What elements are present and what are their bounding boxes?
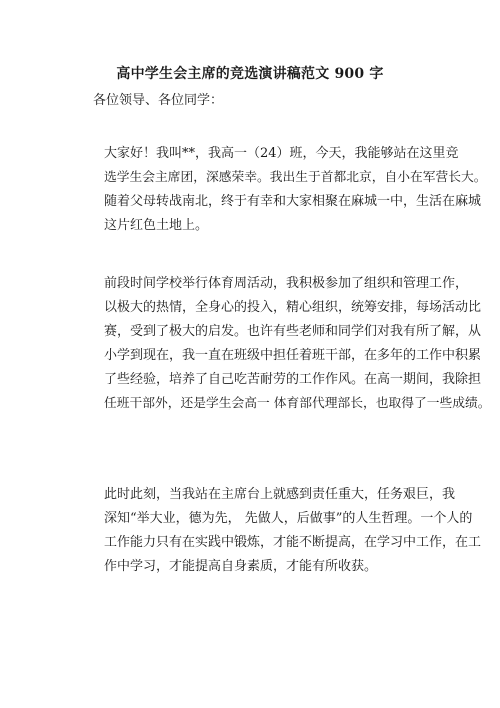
paragraph-1-line-1: 大家好！我叫**，我高一（24）班，今天，我能够站在这里竞: [104, 146, 459, 161]
paragraph-1-line-4: 这片红色土地上。: [104, 218, 209, 233]
paragraph-2-line-3: 赛，受到了极大的启发。也许有些老师和同学们对我有所了解，从: [104, 324, 482, 339]
paragraph-1-line-2: 选学生会主席团，深感荣幸。我出生于首都北京，自小在军营长大。: [104, 170, 487, 185]
paragraph-3-line-1: 此时此刻，当我站在主席台上就感到责任重大，任务艰巨，我: [104, 487, 456, 502]
salutation: 各位领导、各位同学：: [93, 93, 224, 108]
paragraph-3-line-3: 工作能力只有在实践中锻炼，才能不断提高，在学习中工作，在工: [104, 535, 482, 550]
paragraph-2-line-4: 小学到现在，我一直在班级中担任着班干部，在多年的工作中积累: [104, 348, 482, 363]
document-title: 高中学生会主席的竞选演讲稿范文 900 字: [116, 66, 384, 82]
paragraph-1-line-3: 随着父母转战南北，终于有幸和大家相聚在麻城一中，生活在麻城: [104, 194, 482, 209]
paragraph-2-line-2: 以极大的热情，全身心的投入，精心组织，统筹安排，每场活动比: [104, 300, 482, 315]
paragraph-3-line-4: 作中学习，才能提高自身素质，才能有所收获。: [104, 559, 378, 574]
paragraph-2-line-5: 了些经验，培养了自己吃苦耐劳的工作作风。在高一期间，我除担: [104, 372, 482, 387]
paragraph-2-line-6: 任班干部外，还是学生会高一 体育部代理部长，也取得了一些成绩。: [104, 396, 491, 411]
paragraph-2-line-1: 前段时间学校举行体育周活动，我积极参加了组织和管理工作，: [104, 276, 469, 291]
paragraph-3-line-2: 深知“举大业，德为先， 先做人，后做事”的人生哲理。一个人的: [104, 511, 473, 526]
